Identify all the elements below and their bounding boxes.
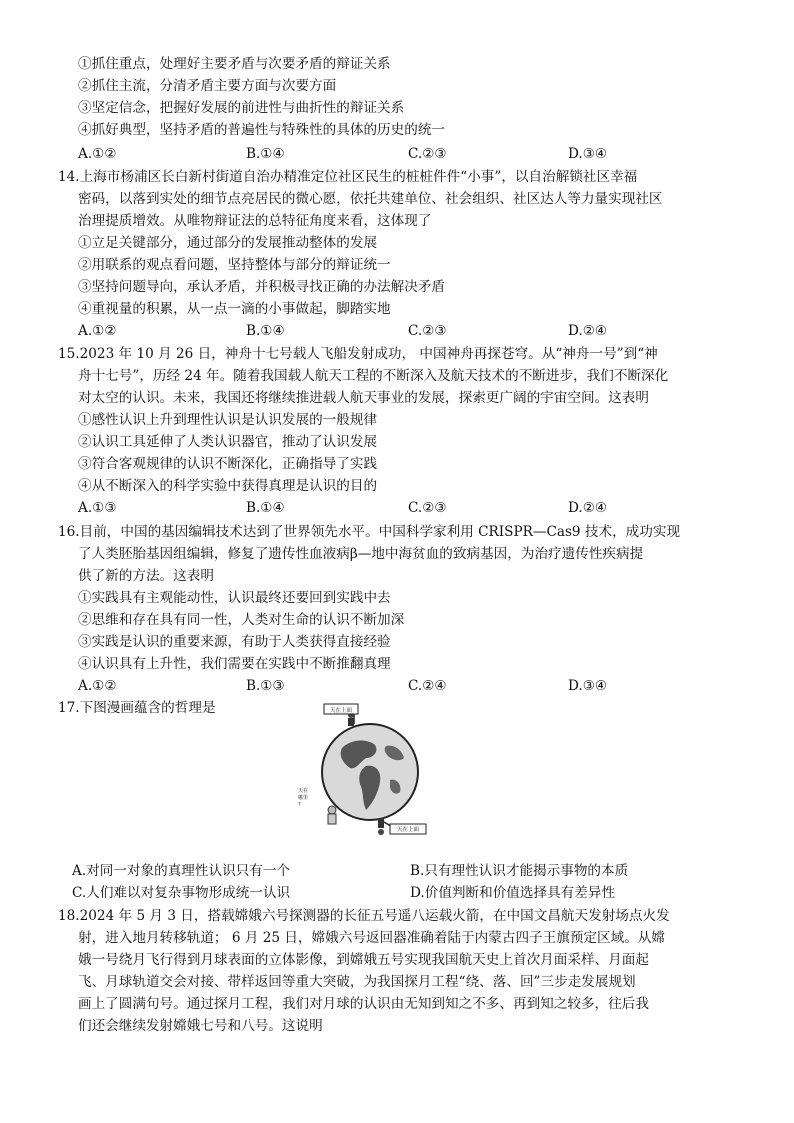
q14-option-a: A.①② (78, 323, 117, 339)
q14-option-c: C.②③ (408, 323, 447, 339)
q14-statement-2: ②用联系的观点看问题，坚持整体与部分的辩证统一 (78, 257, 391, 273)
q16-option-d: D.③④ (568, 678, 608, 694)
q17-option-d: D.价值判断和价值选择具有差异性 (410, 885, 616, 901)
q16-stem-1: 16.目前，中国的基因编辑技术达到了世界领先水平。中国科学家利用 CRISPR—Cas9 技术，成功实现 (58, 524, 681, 540)
q13-option-c: C.②③ (408, 146, 447, 162)
q13-statement-4: ④抓好典型，坚持矛盾的普遍性与特殊性的具体的历史的统一 (78, 122, 446, 138)
q16-statement-1: ①实践具有主观能动性，认识最终还要回到实践中去 (78, 590, 391, 606)
q17-option-c: C.人们难以对复杂事物形成统一认识 (72, 885, 291, 901)
q13-statement-3: ③坚定信念，把握好发展的前进性与曲折性的辩证关系 (78, 100, 405, 116)
q14-stem-1: 14.上海市杨浦区长白新村街道自治办精准定位社区民生的桩桩件件“小事”，以自治解锁社区幸福 (58, 169, 638, 185)
globe-cartoon-drawing (290, 700, 450, 850)
q15-statement-4: ④从不断深入的科学实验中获得真理是认识的目的 (78, 478, 378, 494)
cartoon-side-text: 天在 哪里 ? (298, 788, 309, 808)
q16-option-a: A.①② (78, 678, 117, 694)
q16-stem-3: 供了新的方法。这表明 (78, 568, 214, 584)
q15-stem-2: 舟十七号”，历经 24 年。随着我国载人航天工程的不断深入及航天技术的不断进步，我们不断深化 (78, 368, 669, 384)
q14-stem-2: 密码，以落到实处的细节点亮居民的微心愿，依托共建单位、社会组织、社区达人等力量实现社区 (78, 191, 663, 207)
q15-statement-3: ③符合客观规律的认识不断深化，正确指导了实践 (78, 456, 378, 472)
q18-stem-1: 18.2024 年 5 月 3 日，搭载嫦娥六号探测器的长征五号遥八运载火箭，在中国文昌航天发射场点火发 (58, 908, 670, 924)
q14-option-b: B.①④ (246, 323, 285, 339)
q14-stem-3: 治理提质增效。从唯物辩证法的总特征角度来看，这体现了 (78, 213, 432, 229)
q17-option-b: B.只有理性认识才能揭示事物的本质 (410, 863, 629, 879)
q13-option-d: D.③④ (568, 146, 608, 162)
q14-statement-4: ④重视量的积累，从一点一滴的小事做起，脚踏实地 (78, 301, 391, 317)
q14-statement-3: ③坚持问题导向，承认矛盾，并积极寻找正确的办法解决矛盾 (78, 279, 446, 295)
q18-stem-3: 娥一号绕月飞行得到月球表面的立体影像，到嫦娥五号实现我国航天史上首次月面采样、月面起 (78, 952, 649, 968)
q18-stem-4: 飞、月球轨道交会对接、带样返回等重大突破，为我国探月工程“绕、落、回”三步走发展规划 (78, 974, 636, 990)
q18-stem-5: 画上了圆满句号。通过探月工程，我们对月球的认识由无知到知之不多、再到知之较多，往后我 (78, 996, 649, 1012)
q16-stem-2: 了人类胚胎基因组编辑，修复了遗传性血液病β—地中海贫血的致病基因，为治疗遗传性疾病提 (78, 546, 644, 562)
q16-option-c: C.②④ (408, 678, 447, 694)
cartoon-bottom-sign: 天在上面 (396, 827, 420, 833)
q16-option-b: B.①③ (246, 678, 285, 694)
q16-statement-4: ④认识具有上升性，我们需要在实践中不断推翻真理 (78, 656, 391, 672)
q17-option-a: A.对同一对象的真理性认识只有一个 (72, 863, 291, 879)
q15-option-a: A.①③ (78, 500, 117, 516)
q13-option-b: B.①④ (246, 146, 285, 162)
q15-option-c: C.②③ (408, 500, 447, 516)
q17-stem: 17.下图漫画蕴含的哲理是 (58, 700, 216, 716)
q15-option-d: D.②④ (568, 500, 608, 516)
q13-statement-2: ②抓住主流，分清矛盾主要方面与次要方面 (78, 78, 337, 94)
q15-statement-1: ①感性认识上升到理性认识是认识发展的一般规律 (78, 412, 378, 428)
q18-stem-6: 们还会继续发射嫦娥七号和八号。这说明 (78, 1018, 323, 1034)
cartoon-top-sign: 天在上面 (329, 708, 353, 714)
q18-stem-2: 射，进入地月转移轨道； 6 月 25 日，嫦娥六号返回器准确着陆于内蒙古四子王旗预定区域。从嫦 (78, 930, 665, 946)
q16-statement-2: ②思维和存在具有同一性，人类对生命的认识不断加深 (78, 612, 405, 628)
globe-cartoon (290, 700, 450, 850)
q13-statement-1: ①抓住重点，处理好主要矛盾与次要矛盾的辩证关系 (78, 56, 391, 72)
q14-option-d: D.②④ (568, 323, 608, 339)
q15-stem-1: 15.2023 年 10 月 26 日，神舟十七号载人飞船发射成功， 中国神舟再探苍穹。从“神舟一号”到“神 (58, 346, 658, 362)
q15-statement-2: ②认识工具延伸了人类认识器官，推动了认识发展 (78, 434, 378, 450)
q15-option-b: B.①④ (246, 500, 285, 516)
q16-statement-3: ③实践是认识的重要来源，有助于人类获得直接经验 (78, 634, 391, 650)
q15-stem-3: 对太空的认识。未来，我国还将继续推进载人航天事业的发展，探索更广阔的宇宙空间。这表明 (78, 390, 649, 406)
q13-option-a: A.①② (78, 146, 117, 162)
q14-statement-1: ①立足关键部分，通过部分的发展推动整体的发展 (78, 235, 378, 251)
